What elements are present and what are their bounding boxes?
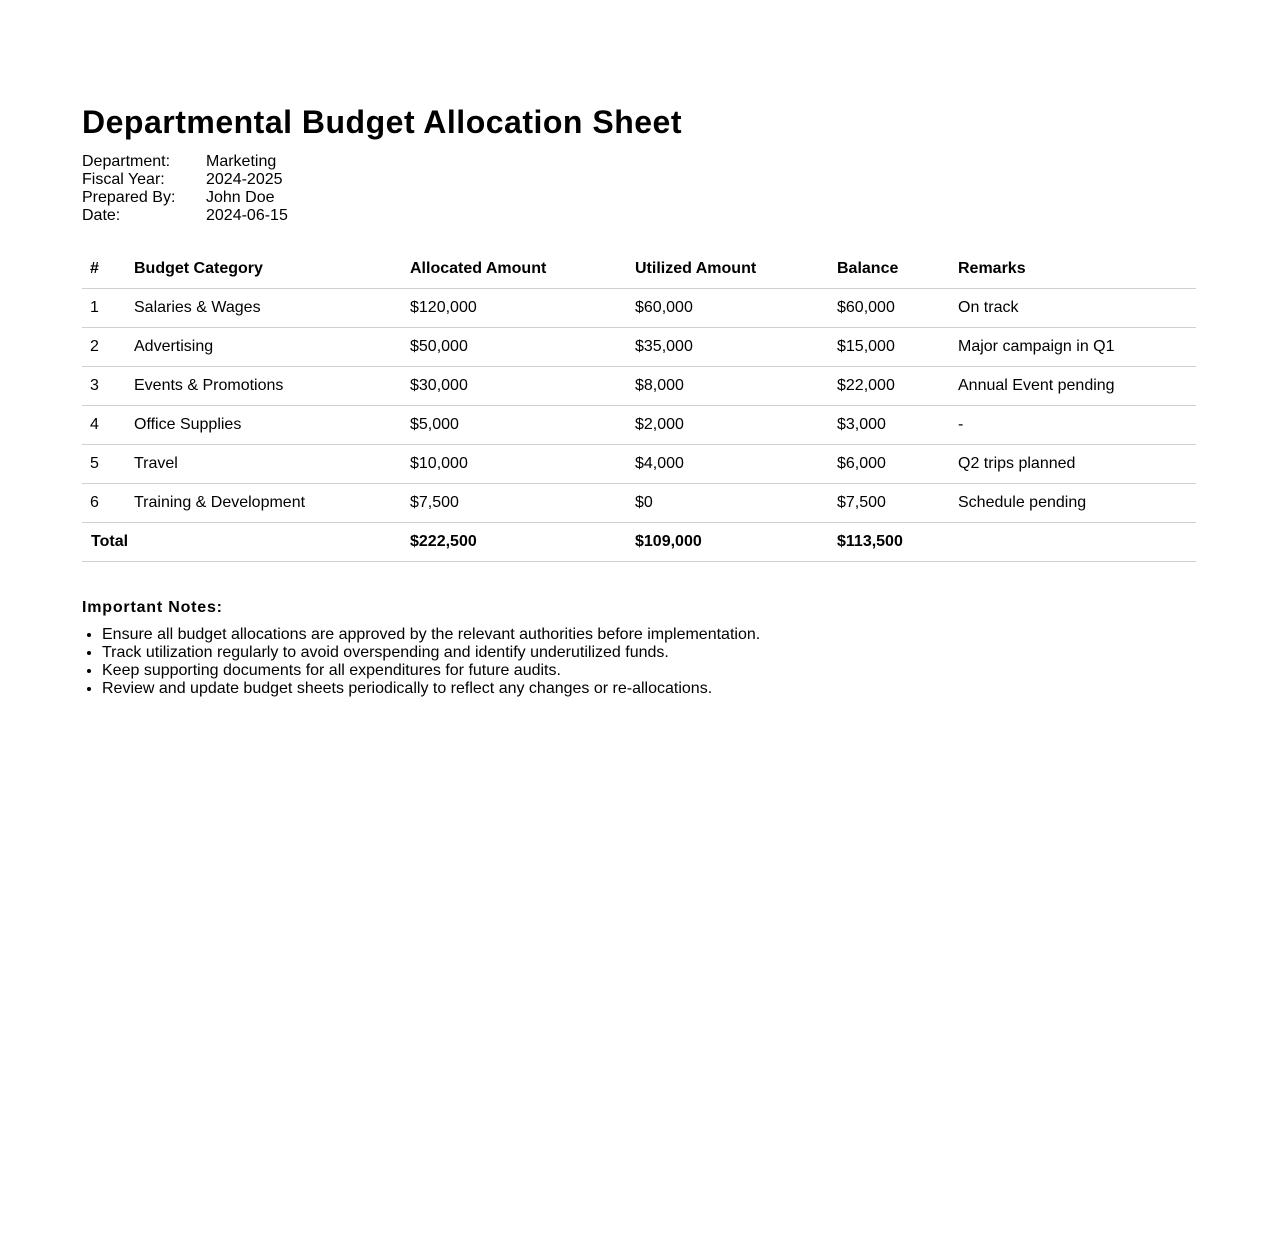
header-balance: Balance <box>837 250 958 289</box>
meta-label: Date: <box>82 207 121 224</box>
row-utilized: $35,000 <box>635 328 837 367</box>
meta-value: 2024-06-15 <box>206 207 288 224</box>
meta-label: Prepared By: <box>82 189 176 206</box>
row-utilized: $2,000 <box>635 406 837 445</box>
list-item: • Ensure all budget allocations are approved by the relevant authorities before implementation. <box>102 626 760 644</box>
list-item: • Track utilization regularly to avoid overspending and identify underutilized funds. <box>102 644 760 662</box>
total-allocated: $222,500 <box>410 523 635 562</box>
table-row <box>82 328 1196 367</box>
total-row <box>82 523 1196 562</box>
meta-row-date <box>82 207 288 225</box>
header-remarks: Remarks <box>958 250 1196 289</box>
row-utilized: $8,000 <box>635 367 837 406</box>
meta-value: Marketing <box>206 153 277 170</box>
row-remarks: Major campaign in Q1 <box>958 328 1196 367</box>
row-allocated: $10,000 <box>410 445 635 484</box>
row-balance: $7,500 <box>837 484 958 523</box>
row-balance: $3,000 <box>837 406 958 445</box>
row-allocated: $5,000 <box>410 406 635 445</box>
total-label: Total <box>82 523 410 562</box>
row-remarks: Schedule pending <box>958 484 1196 523</box>
page-title: Departmental Budget Allocation Sheet <box>82 104 682 140</box>
important-notes <box>82 598 760 698</box>
total-remarks <box>958 523 1196 562</box>
table-row <box>82 484 1196 523</box>
header-budget-category: Budget Category <box>134 250 410 289</box>
sheet-metadata <box>82 153 288 225</box>
row-category: Travel <box>134 445 410 484</box>
header-allocated-amount: Allocated Amount <box>410 250 635 289</box>
row-utilized: $60,000 <box>635 289 837 328</box>
row-category: Advertising <box>134 328 410 367</box>
row-remarks: On track <box>958 289 1196 328</box>
row-remarks: - <box>958 406 1196 445</box>
table-row <box>82 289 1196 328</box>
row-category: Training & Development <box>134 484 410 523</box>
row-number: 2 <box>82 328 134 367</box>
row-category: Events & Promotions <box>134 367 410 406</box>
row-remarks: Q2 trips planned <box>958 445 1196 484</box>
row-utilized: $0 <box>635 484 837 523</box>
header-number: # <box>82 250 134 289</box>
meta-row-prepared-by <box>82 189 288 207</box>
row-number: 6 <box>82 484 134 523</box>
meta-row-fiscal-year <box>82 171 288 189</box>
total-balance: $113,500 <box>837 523 958 562</box>
row-allocated: $120,000 <box>410 289 635 328</box>
row-category: Salaries & Wages <box>134 289 410 328</box>
total-utilized: $109,000 <box>635 523 837 562</box>
notes-list <box>82 626 760 698</box>
notes-title: Important Notes: <box>82 599 223 616</box>
row-balance: $6,000 <box>837 445 958 484</box>
meta-value: 2024-2025 <box>206 171 283 188</box>
table-row <box>82 445 1196 484</box>
meta-row-department <box>82 153 288 171</box>
row-balance: $60,000 <box>837 289 958 328</box>
row-number: 4 <box>82 406 134 445</box>
row-balance: $22,000 <box>837 367 958 406</box>
row-allocated: $7,500 <box>410 484 635 523</box>
list-item: • Review and update budget sheets periodically to reflect any changes or re-allocations. <box>102 680 760 698</box>
row-utilized: $4,000 <box>635 445 837 484</box>
row-number: 3 <box>82 367 134 406</box>
list-item: • Keep supporting documents for all expenditures for future audits. <box>102 662 760 680</box>
meta-value: John Doe <box>206 189 275 206</box>
row-number: 1 <box>82 289 134 328</box>
row-balance: $15,000 <box>837 328 958 367</box>
meta-label: Fiscal Year: <box>82 171 165 188</box>
row-category: Office Supplies <box>134 406 410 445</box>
row-allocated: $30,000 <box>410 367 635 406</box>
meta-label: Department: <box>82 153 171 170</box>
table-header-row <box>82 250 1196 289</box>
budget-table <box>82 250 1196 562</box>
header-utilized-amount: Utilized Amount <box>635 250 837 289</box>
table-row <box>82 367 1196 406</box>
row-remarks: Annual Event pending <box>958 367 1196 406</box>
table-row <box>82 406 1196 445</box>
row-allocated: $50,000 <box>410 328 635 367</box>
row-number: 5 <box>82 445 134 484</box>
